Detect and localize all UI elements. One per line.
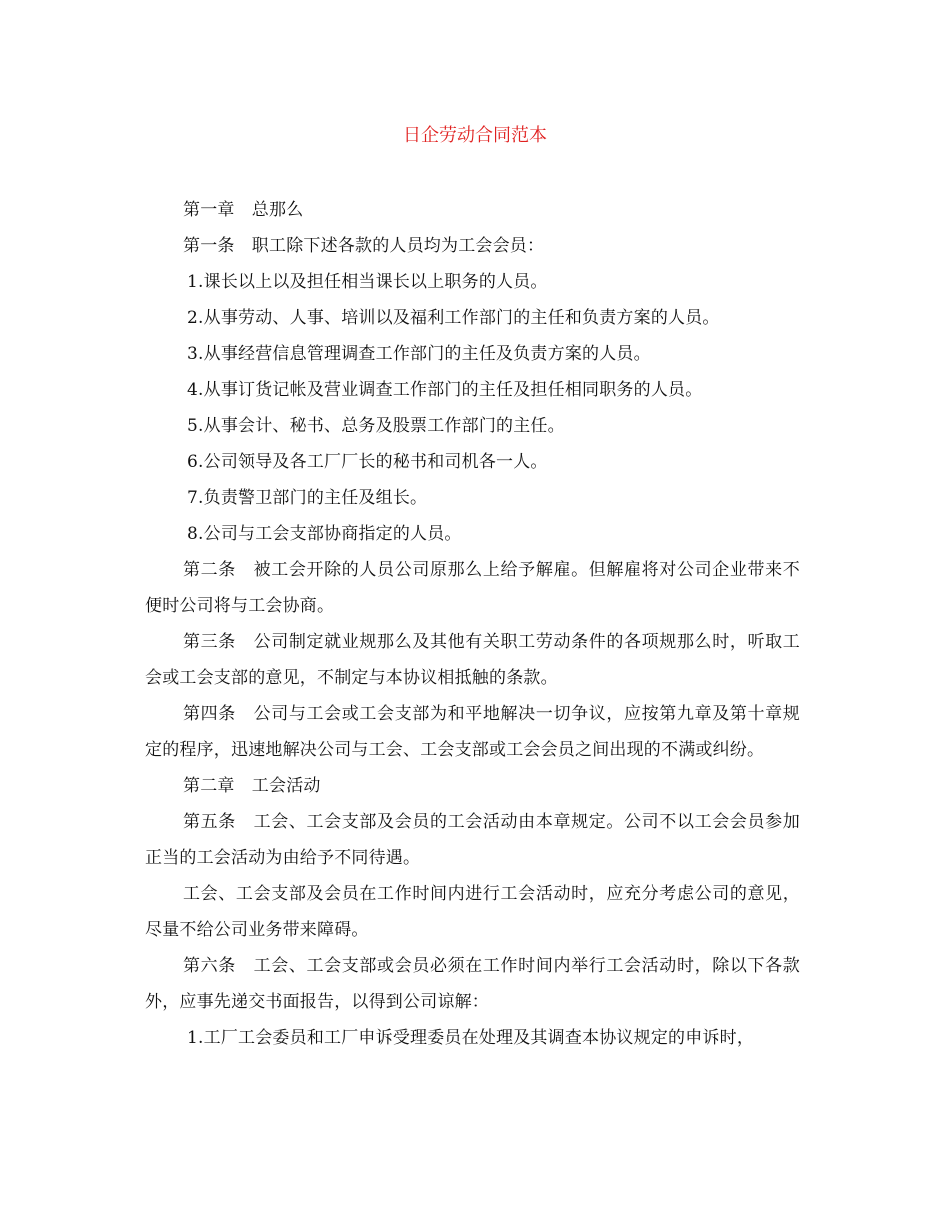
chapter-heading: 第一章 总那么 [183, 200, 304, 220]
list-item: 1.课长以上以及担任相当课长以上职务的人员。 [187, 272, 548, 292]
article-paragraph: 第一条 职工除下述各款的人员均为工会会员： [183, 236, 545, 256]
list-item: 1.工厂工会委员和工厂申诉受理委员在处理及其调查本协议规定的申诉时， [187, 1028, 755, 1048]
list-item: 2.从事劳动、人事、培训以及福利工作部门的主任和负责方案的人员。 [187, 308, 720, 328]
article-paragraph: 第三条 公司制定就业规那么及其他有关职工劳动条件的各项规那么时，听取工会或工会支部的意见，不制定与本协议相抵触的条款。 [145, 632, 800, 688]
list-item: 8.公司与工会支部协商指定的人员。 [187, 524, 462, 544]
chapter-heading: 第二章 工会活动 [183, 776, 321, 796]
body-paragraph: 工会、工会支部及会员在工作时间内进行工会活动时，应充分考虑公司的意见，尽量不给公司业务带来障碍。 [145, 884, 800, 940]
article-paragraph: 第五条 工会、工会支部及会员的工会活动由本章规定。公司不以工会会员参加正当的工会活动为由给予不同待遇。 [145, 812, 800, 868]
list-item: 7.负责警卫部门的主任及组长。 [187, 488, 428, 508]
article-paragraph: 第六条 工会、工会支部或会员必须在工作时间内举行工会活动时，除以下各款外，应事先递交书面报告，以得到公司谅解： [145, 956, 800, 1012]
list-item: 5.从事会计、秘书、总务及股票工作部门的主任。 [187, 416, 565, 436]
document-body [145, 192, 800, 1056]
document-title: 日企劳动合同范本 [403, 125, 547, 146]
list-item: 3.从事经营信息管理调查工作部门的主任及负责方案的人员。 [187, 344, 651, 364]
list-item: 4.从事订货记帐及营业调查工作部门的主任及担任相同职务的人员。 [187, 380, 703, 400]
list-item: 6.公司领导及各工厂厂长的秘书和司机各一人。 [187, 452, 548, 472]
article-paragraph: 第四条 公司与工会或工会支部为和平地解决一切争议，应按第九章及第十章规定的程序，迅速地解决公司与工会、工会支部或工会会员之间出现的不满或纠纷。 [145, 704, 800, 760]
article-paragraph: 第二条 被工会开除的人员公司原那么上给予解雇。但解雇将对公司企业带来不便时公司将与工会协商。 [145, 560, 800, 616]
